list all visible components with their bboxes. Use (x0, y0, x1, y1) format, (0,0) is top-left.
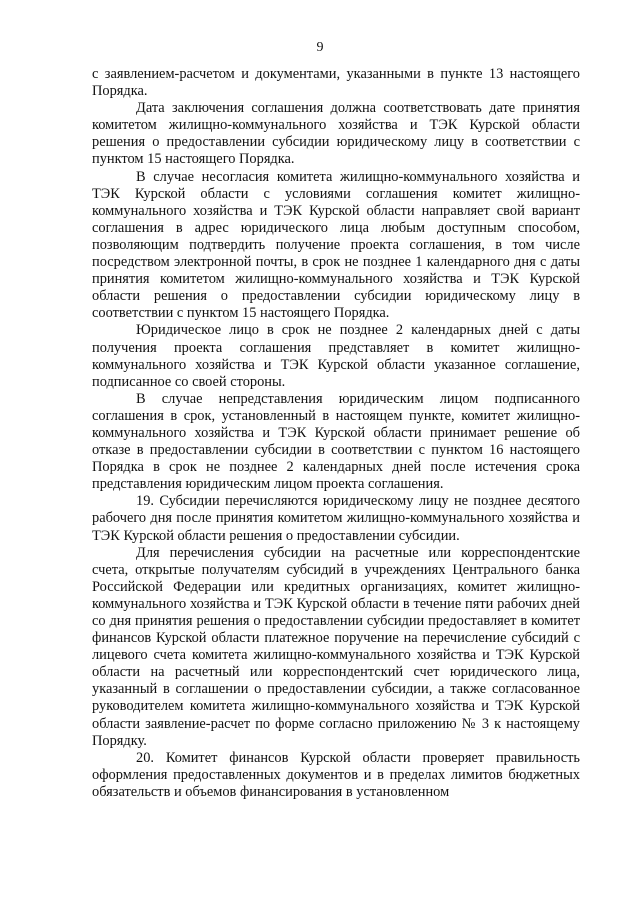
paragraph-submission-deadline: Юридическое лицо в срок не позднее 2 календарных дней с даты получения проекта соглашения представляет в комитет жилищно-коммунального хозяйства и ТЭК Курской области указанное соглашение, подписанное со своей стороны. (92, 322, 580, 390)
paragraph-item-20: 20. Комитет финансов Курской области проверяет правильность оформления предоставленных документов и в пределах лимитов бюджетных обязательств и объемов финансирования в установленном (92, 749, 580, 800)
document-body (92, 66, 580, 801)
paragraph-agreement-date: Дата заключения соглашения должна соответствовать дате принятия комитетом жилищно-коммунального хозяйства и ТЭК Курской области решения о предоставлении субсидии юридическому лицу в соответствии с пунктом 15 настоящего Порядка. (92, 100, 580, 168)
paragraph-continuation: с заявлением-расчетом и документами, указанными в пункте 13 настоящего Порядка. (92, 66, 580, 100)
page-number: 9 (316, 40, 324, 55)
paragraph-transfer-procedure: Для перечисления субсидии на расчетные или корреспондентские счета, открытые получателям субсидий в учреждениях Центрального банка Российской Федерации или кредитных организациях, комитет жилищно-коммунального хозяйства и ТЭК Курской области в течение пяти рабочих дней со дня принятия решения о предоставлении субсидии предоставляет в комитет финансов Курской области платежное поручение на перечисление субсидий с лицевого счета комитета жилищно-коммунального хозяйства и ТЭК Курской области на расчетный или корреспондентский счет юридического лица, указанный в соглашении о предоставлении субсидии, а также согласованное руководителем комитета жилищно-коммунального хозяйства и ТЭК Курской области заявление-расчет по форме согласно приложению № 3 к настоящему Порядку. (92, 544, 580, 749)
paragraph-disagreement: В случае несогласия комитета жилищно-коммунального хозяйства и ТЭК Курской области с условиями соглашения комитет жилищно-коммунального хозяйства и ТЭК Курской области направляет свой вариант соглашения в адрес юридического лица любым доступным способом, позволяющим подтвердить получение проекта соглашения, в том числе посредством электронной почты, в срок не позднее 1 календарного дня с даты принятия комитетом жилищно-коммунального хозяйства и ТЭК Курской области решения о предоставлении субсидии юридическому лицу в соответствии с пунктом 15 настоящего Порядка. (92, 168, 580, 322)
paragraph-non-submission: В случае непредставления юридическим лицом подписанного соглашения в срок, установленный в настоящем пункте, комитет жилищно-коммунального хозяйства и ТЭК Курской области принимает решение об отказе в предоставлении субсидии в соответствии с пунктом 16 настоящего Порядка в срок не позднее 2 календарных дней после истечения срока представления юридическим лицом проекта соглашения. (92, 390, 580, 493)
paragraph-item-19: 19. Субсидии перечисляются юридическому лицу не позднее десятого рабочего дня после принятия комитетом жилищно-коммунального хозяйства и ТЭК Курской области решения о предоставлении субсидии. (92, 493, 580, 544)
